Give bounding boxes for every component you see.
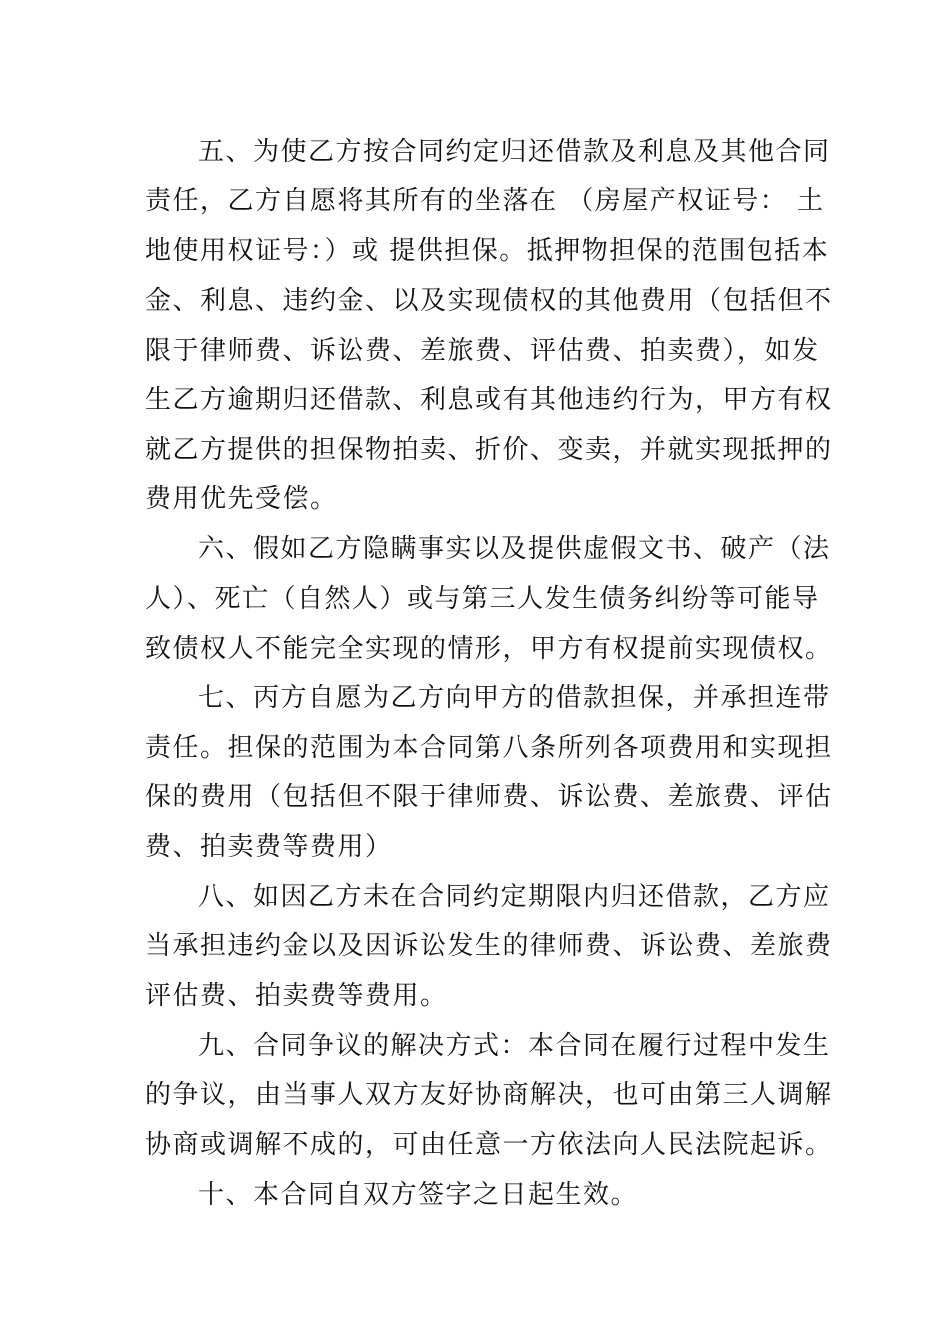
clause-5-line-3: 地使用权证号：）或 提供担保。抵押物担保的范围包括本 xyxy=(145,236,830,266)
clause-9-line-3: 协商或调解不成的，可由任意一方依法向人民法院起诉。 xyxy=(145,1130,833,1160)
clause-5-line-1: 五、为使乙方按合同约定归还借款及利息及其他合同 xyxy=(198,137,831,167)
clause-5-line-8: 费用优先受偿。 xyxy=(145,484,338,514)
clause-6-line-1: 六、假如乙方隐瞒事实以及提供虚假文书、破产（法 xyxy=(198,534,831,564)
clause-7-line-3: 保的费用（包括但不限于律师费、诉讼费、差旅费、评估 xyxy=(145,782,833,812)
clause-8-line-2: 当承担违约金以及因诉讼发生的律师费、诉讼费、差旅费 xyxy=(145,931,833,961)
clause-6-line-2: 人）、死亡（自然人）或与第三人发生债务纠纷等可能导 xyxy=(145,584,820,614)
clause-9-line-2: 的争议，由当事人双方友好协商解决，也可由第三人调解 xyxy=(145,1080,833,1110)
clause-5-line-5: 限于律师费、诉讼费、差旅费、评估费、拍卖费），如发 xyxy=(145,336,820,366)
clause-5-line-6: 生乙方逾期归还借款、利息或有其他违约行为，甲方有权 xyxy=(145,385,833,415)
clause-10-line-1: 十、本合同自双方签字之日起生效。 xyxy=(198,1180,639,1210)
clause-7-line-4: 费、拍卖费等费用） xyxy=(145,832,393,862)
clause-5-line-2: 责任，乙方自愿将其所有的坐落在 （房屋产权证号： 土 xyxy=(145,186,825,216)
clause-7-line-1: 七、丙方自愿为乙方向甲方的借款担保，并承担连带 xyxy=(198,683,831,713)
clause-9-line-1: 九、合同争议的解决方式：本合同在履行过程中发生 xyxy=(198,1031,831,1061)
clause-7-line-2: 责任。担保的范围为本合同第八条所列各项费用和实现担 xyxy=(145,733,833,763)
clause-6-line-3: 致债权人不能完全实现的情形，甲方有权提前实现债权。 xyxy=(145,634,833,664)
clause-8-line-3: 评估费、拍卖费等费用。 xyxy=(145,981,448,1011)
clause-5-line-7: 就乙方提供的担保物拍卖、折价、变卖，并就实现抵押的 xyxy=(145,435,833,465)
clause-8-line-1: 八、如因乙方未在合同约定期限内归还借款，乙方应 xyxy=(198,882,831,912)
clause-5-line-4: 金、利息、违约金、以及实现债权的其他费用（包括但不 xyxy=(145,286,833,316)
